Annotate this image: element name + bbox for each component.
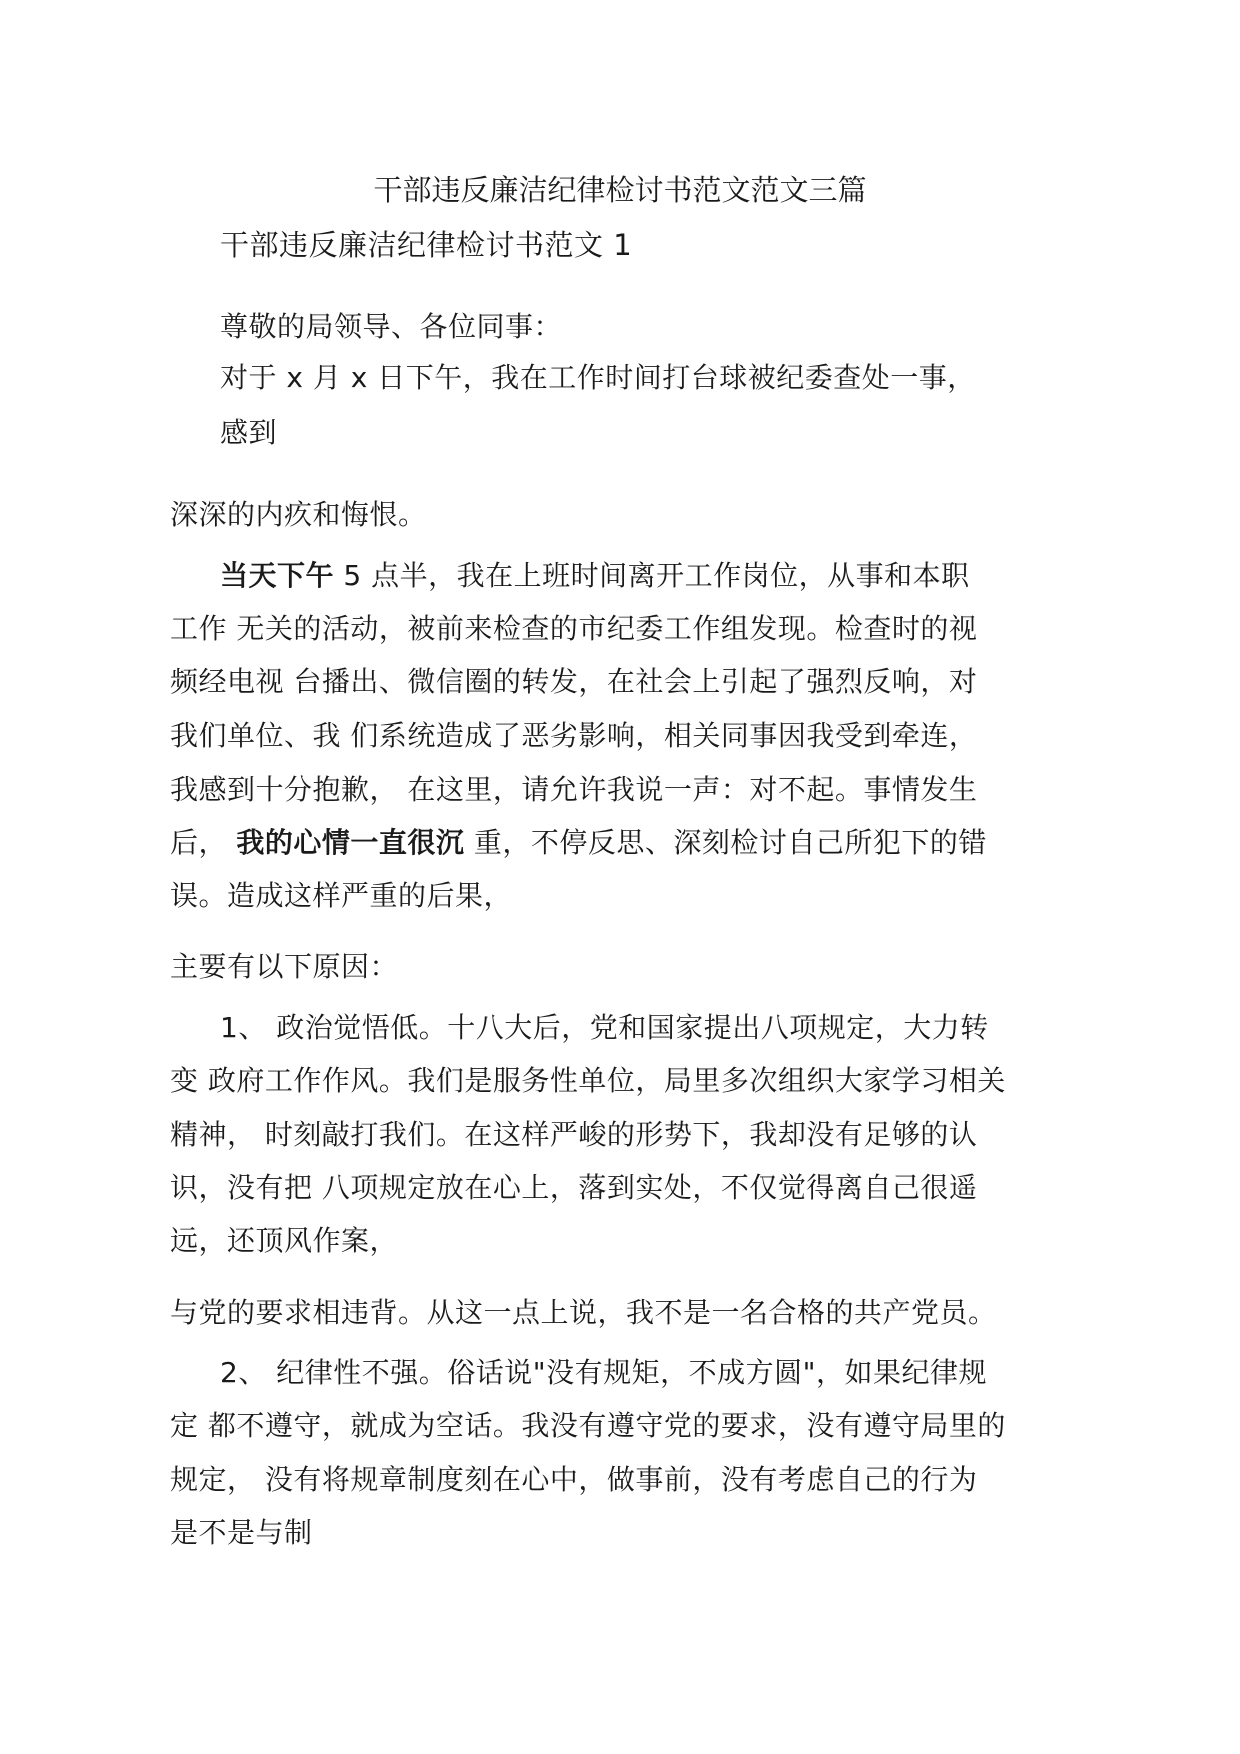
section-heading: 主要有以下原因： (170, 950, 399, 983)
document-title: 干部违反廉洁纪律检讨书范文范文三篇 (373, 173, 867, 207)
paragraph-line: 规定， 没有将规章制度刻在心中，做事前，没有考虑自己的行为 (170, 1463, 978, 1496)
paragraph-line: 深深的内疚和悔恨。 (170, 498, 427, 531)
paragraph-line: 2、 纪律性不强。俗话说"没有规矩，不成方圆"，如果纪律规 (220, 1356, 987, 1389)
paragraph-line: 我们单位、我 们系统造成了恶劣影响，相关同事因我受到牵连， (170, 719, 978, 752)
paragraph-line: 是不是与制 (170, 1516, 313, 1549)
paragraph-line: 工作 无关的活动，被前来检查的市纪委工作组发现。检查时的视 (170, 612, 978, 645)
salutation: 尊敬的局领导、各位同事： (220, 310, 563, 343)
paragraph-line: 我感到十分抱歉， 在这里，请允许我说一声：对不起。事情发生 (170, 773, 978, 806)
paragraph-line: 误。造成这样严重的后果， (170, 879, 513, 912)
paragraph-line: 与党的要求相违背。从这一点上说，我不是一名合格的共产党员。 (170, 1296, 997, 1329)
paragraph-text: 后， (170, 826, 237, 859)
paragraph-line: 1、 政治觉悟低。十八大后，党和国家提出八项规定，大力转 (220, 1011, 989, 1044)
paragraph-line: 远，还顶风作案， (170, 1224, 399, 1257)
paragraph-line: 定 都不遵守，就成为空话。我没有遵守党的要求，没有遵守局里的 (170, 1409, 1006, 1442)
paragraph-line (170, 823, 987, 863)
paragraph-line: 变 政府工作作风。我们是服务性单位，局里多次组织大家学习相关 (170, 1064, 1006, 1097)
bold-text: 我的心情一直很沉 (236, 826, 465, 859)
bold-text: 当天下午 (220, 559, 335, 592)
paragraph-line: 识，没有把 八项规定放在心上，落到实处，不仅觉得离自己很遥 (170, 1171, 978, 1204)
paragraph-line: 频经电视 台播出、微信圈的转发，在社会上引起了强烈反响，对 (170, 665, 978, 698)
paragraph-text: 重，不停反思、深刻检讨自己所犯下的错 (464, 826, 987, 859)
paragraph-line (220, 556, 970, 596)
paragraph-line: 对于 x 月 x 日下午，我在工作时间打台球被纪委查处一事， (220, 361, 976, 394)
document-subtitle: 干部违反廉洁纪律检讨书范文 1 (220, 228, 633, 262)
paragraph-line: 感到 (220, 416, 278, 449)
paragraph-text: 5 点半，我在上班时间离开工作岗位，从事和本职 (334, 559, 970, 592)
paragraph-line: 精神， 时刻敲打我们。在这样严峻的形势下，我却没有足够的认 (170, 1118, 978, 1151)
